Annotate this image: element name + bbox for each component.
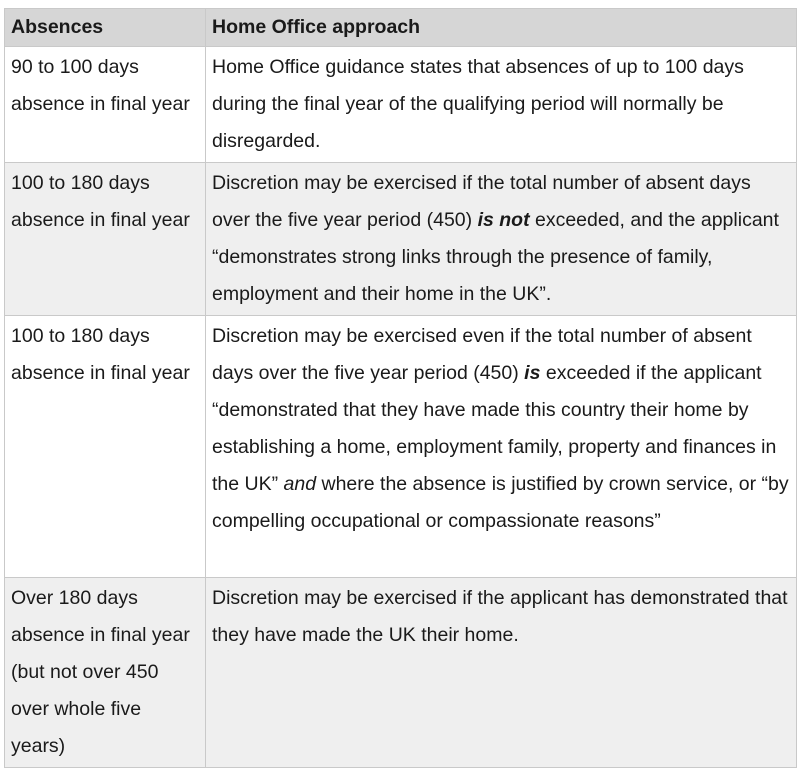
- emphasis-is: is: [524, 362, 541, 384]
- approach-cell: [206, 47, 797, 163]
- header-home-office-approach: Home Office approach: [206, 9, 797, 47]
- emphasis-is-not: is not: [477, 209, 530, 231]
- approach-cell: [206, 578, 797, 768]
- absence-cell: 100 to 180 days absence in final year: [5, 316, 206, 578]
- header-absences: Absences: [5, 9, 206, 47]
- absence-cell: 100 to 180 days absence in final year: [5, 163, 206, 316]
- approach-text: where the absence is justified by crown service, or “by compelling occupational or compassionate reasons”: [212, 473, 789, 532]
- approach-text: Home Office guidance states that absences of up to 100 days during the final year of the qualifying period will normally be disregarded.: [212, 56, 744, 152]
- table-row: [5, 163, 797, 316]
- approach-text: exceeded, and the applicant “demonstrates strong links through the presence of family, employment and their home in the UK”.: [212, 209, 779, 305]
- table-row: [5, 47, 797, 163]
- approach-text: Discretion may be exercised if the applicant has demonstrated that they have made the UK their home.: [212, 587, 788, 646]
- approach-cell: [206, 316, 797, 578]
- table-header-row: [5, 9, 797, 47]
- table-row: [5, 578, 797, 768]
- approach-text: Discretion may be exercised even if the total number of absent days over the five year period (450): [212, 325, 752, 384]
- emphasis-and: and: [283, 473, 317, 495]
- absences-table: [4, 8, 797, 768]
- approach-cell: [206, 163, 797, 316]
- absence-cell: Over 180 days absence in final year (but not over 450 over whole five years): [5, 578, 206, 768]
- absences-table-container: [4, 8, 796, 768]
- table-row: [5, 316, 797, 578]
- approach-text: Discretion may be exercised if the total number of absent days over the five year period (450): [212, 172, 751, 231]
- approach-text: exceeded if the applicant “demonstrated that they have made this country their home by establishing a home, employment family, property and finances in the UK”: [212, 362, 777, 495]
- absence-cell: 90 to 100 days absence in final year: [5, 47, 206, 163]
